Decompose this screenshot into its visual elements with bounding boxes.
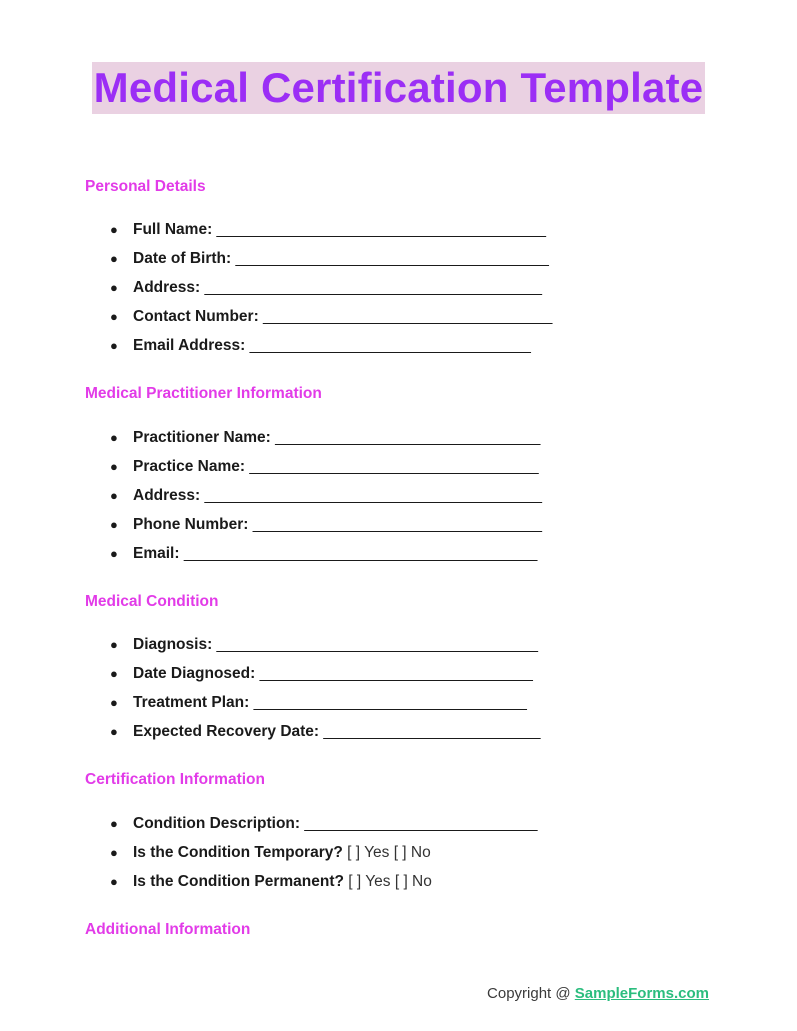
- bullet-icon: ●: [110, 251, 118, 266]
- section-heading-personal-details: Personal Details: [85, 178, 206, 195]
- bullet-icon: ●: [110, 724, 118, 739]
- field-date-diagnosed: ● Date Diagnosed: __________________________________: [110, 665, 533, 682]
- bullet-icon: ●: [110, 666, 118, 681]
- field-expected-recovery-date: ● Expected Recovery Date: ___________________________: [110, 723, 540, 740]
- copyright-footer: [487, 985, 709, 1002]
- field-date-of-birth: ● Date of Birth: _______________________________________: [110, 250, 549, 267]
- page-title: Medical Certification Template: [92, 62, 706, 114]
- blank-line[interactable]: _____________________________: [304, 815, 537, 832]
- bullet-icon: ●: [110, 845, 118, 860]
- yes-no-options[interactable]: [ ] Yes [ ] No: [343, 873, 432, 890]
- field-email: ● Email: ____________________________________________: [110, 545, 537, 562]
- list-medical-practitioner: [0, 429, 797, 574]
- field-full-name: ● Full Name: _________________________________________: [110, 221, 546, 238]
- blank-line[interactable]: __________________________________: [253, 694, 527, 711]
- field-condition-description: ● Condition Description: _____________________________: [110, 815, 537, 832]
- blank-line[interactable]: _________________________________________: [216, 221, 546, 238]
- blank-line[interactable]: _________________________________: [275, 429, 540, 446]
- bullet-icon: ●: [110, 280, 118, 295]
- bullet-icon: ●: [110, 637, 118, 652]
- field-condition-permanent: ● Is the Condition Permanent? [ ] Yes [ ] No: [110, 873, 432, 890]
- list-certification-information: [0, 815, 797, 902]
- brand-link[interactable]: SampleForms.com: [574, 985, 709, 1002]
- blank-line[interactable]: ____________________________________________: [183, 545, 537, 562]
- bullet-icon: ●: [110, 459, 118, 474]
- title-container: [0, 62, 797, 114]
- blank-line[interactable]: ____________________________________: [249, 458, 539, 475]
- bullet-icon: ●: [110, 546, 118, 561]
- field-condition-temporary: ● Is the Condition Temporary? [ ] Yes [ ] No: [110, 844, 431, 861]
- field-treatment-plan: ● Treatment Plan: __________________________________: [110, 694, 527, 711]
- section-heading-medical-practitioner: Medical Practitioner Information: [85, 385, 322, 402]
- bullet-icon: ●: [110, 222, 118, 237]
- bullet-icon: ●: [110, 309, 118, 324]
- bullet-icon: ●: [110, 338, 118, 353]
- blank-line[interactable]: __________________________________________: [204, 487, 542, 504]
- bullet-icon: ●: [110, 874, 118, 889]
- field-diagnosis: ● Diagnosis: ________________________________________: [110, 636, 538, 653]
- blank-line[interactable]: ___________________________________: [249, 337, 531, 354]
- bullet-icon: ●: [110, 517, 118, 532]
- blank-line[interactable]: ____________________________________: [263, 308, 552, 325]
- field-contact-number: ● Contact Number: ____________________________________: [110, 308, 552, 325]
- copyright-prefix: Copyright @: [487, 985, 575, 1002]
- field-phone-number: ● Phone Number: ____________________________________: [110, 516, 542, 533]
- bullet-icon: ●: [110, 430, 118, 445]
- yes-no-options[interactable]: [ ] Yes [ ] No: [342, 844, 431, 861]
- list-personal-details: [0, 221, 797, 366]
- bullet-icon: ●: [110, 695, 118, 710]
- field-practice-address: ● Address: __________________________________________: [110, 487, 542, 504]
- section-heading-additional-information: Additional Information: [85, 921, 251, 938]
- bullet-icon: ●: [110, 488, 118, 503]
- blank-line[interactable]: __________________________________________: [204, 279, 542, 296]
- blank-line[interactable]: ____________________________________: [252, 516, 542, 533]
- field-practice-name: ● Practice Name: ____________________________________: [110, 458, 539, 475]
- list-medical-condition: [0, 636, 797, 752]
- section-heading-certification-information: Certification Information: [85, 771, 265, 788]
- field-email-address: ● Email Address: ___________________________________: [110, 337, 531, 354]
- section-heading-medical-condition: Medical Condition: [85, 593, 219, 610]
- bullet-icon: ●: [110, 816, 118, 831]
- field-address: ● Address: __________________________________________: [110, 279, 542, 296]
- field-practitioner-name: ● Practitioner Name: _________________________________: [110, 429, 540, 446]
- blank-line[interactable]: _______________________________________: [235, 250, 549, 267]
- blank-line[interactable]: __________________________________: [259, 665, 533, 682]
- blank-line[interactable]: ________________________________________: [216, 636, 538, 653]
- blank-line[interactable]: ___________________________: [323, 723, 540, 740]
